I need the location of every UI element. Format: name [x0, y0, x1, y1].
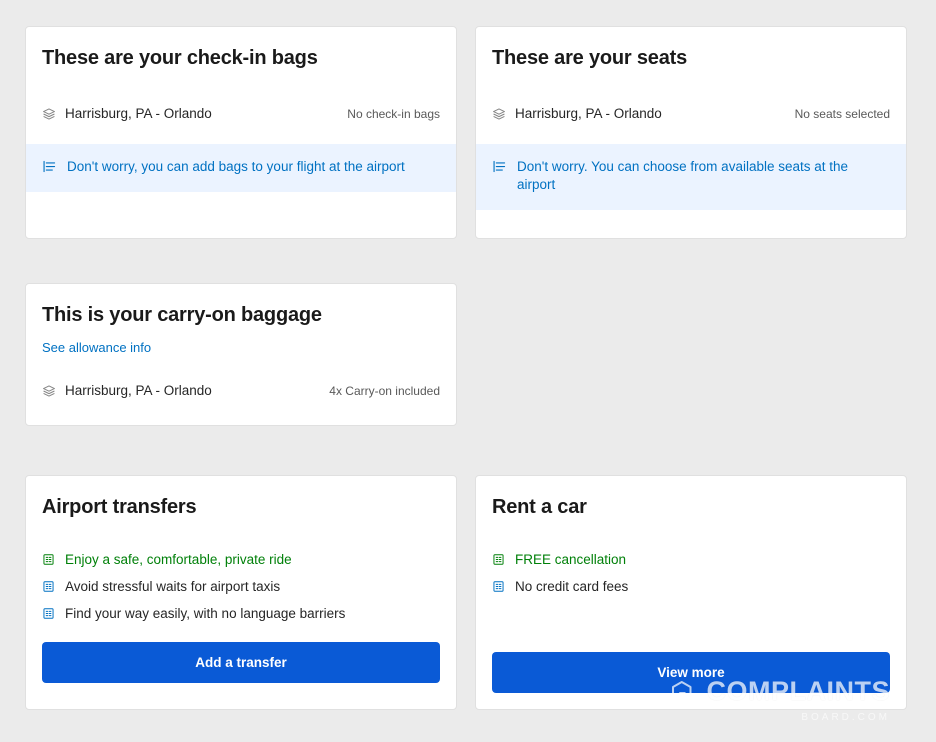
watermark-text: COMPLAINTS: [706, 676, 890, 706]
seats-card: [475, 26, 907, 239]
list-item: [492, 579, 890, 596]
rent-a-car-benefits: [476, 552, 906, 596]
seats-notice: [476, 144, 906, 210]
check-list-icon: [492, 553, 505, 566]
seats-route-row: [476, 106, 906, 121]
airport-transfers-benefits: [26, 552, 456, 623]
benefit-text: Avoid stressful waits for airport taxis: [65, 578, 281, 594]
check-in-bags-title-wrap: [26, 27, 456, 70]
carry-on-route: [42, 383, 212, 398]
add-transfer-button[interactable]: Add a transfer: [42, 642, 440, 683]
airport-transfers-card: [25, 475, 457, 710]
list-item: [42, 606, 440, 623]
check-in-bags-notice-text: Don't worry, you can add bags to your flight at the airport: [67, 159, 405, 174]
carry-on-title: This is your carry-on baggage: [42, 304, 322, 326]
seats-notice-text: Don't worry. You can choose from available seats at the airport: [517, 159, 849, 192]
benefit-text: No credit card fees: [515, 578, 629, 594]
check-list-icon: [42, 607, 55, 620]
check-list-icon: [492, 580, 505, 593]
check-in-bags-status: No check-in bags: [347, 106, 440, 121]
carry-on-status: 4x Carry-on included: [329, 383, 440, 398]
check-in-bags-notice: [26, 144, 456, 192]
watermark-subtext: BOARD.COM: [801, 712, 890, 723]
seats-route: [492, 106, 662, 121]
check-in-bags-title: These are your check-in bags: [42, 47, 318, 69]
carry-on-title-wrap: [26, 284, 456, 327]
add-transfer-button-wrap: [26, 642, 456, 683]
layers-icon: [42, 384, 56, 398]
rent-a-car-title-wrap: [476, 476, 906, 519]
airport-transfers-title-wrap: [26, 476, 456, 519]
list-item: [42, 579, 440, 596]
list-item: [492, 552, 890, 569]
benefit-text: Enjoy a safe, comfortable, private ride: [65, 552, 292, 567]
seats-status: No seats selected: [794, 106, 890, 121]
layers-icon: [492, 107, 506, 121]
view-more-button[interactable]: View more: [492, 652, 890, 693]
rent-a-car-card: [475, 475, 907, 710]
check-list-icon: [42, 553, 55, 566]
seats-title-wrap: [476, 27, 906, 70]
carry-on-route-row: [26, 383, 456, 398]
check-in-bags-card: [25, 26, 457, 239]
list-icon: [492, 159, 507, 174]
rent-a-car-title: Rent a car: [492, 496, 587, 518]
see-allowance-info-link[interactable]: See allowance info: [42, 340, 152, 355]
carry-on-allowance-wrap: [26, 339, 456, 357]
carry-on-card: [25, 283, 457, 426]
carry-on-route-label: Harrisburg, PA - Orlando: [65, 383, 212, 398]
check-in-bags-route-label: Harrisburg, PA - Orlando: [65, 106, 212, 121]
airport-transfers-title: Airport transfers: [42, 496, 197, 518]
check-in-bags-route-row: [26, 106, 456, 121]
check-in-bags-route: [42, 106, 212, 121]
seats-route-label: Harrisburg, PA - Orlando: [515, 106, 662, 121]
list-icon: [42, 159, 57, 174]
benefit-text: Find your way easily, with no language barriers: [65, 605, 346, 621]
view-more-button-wrap: [476, 652, 906, 693]
seats-title: These are your seats: [492, 47, 687, 69]
layers-icon: [42, 107, 56, 121]
benefit-text: FREE cancellation: [515, 552, 627, 567]
check-list-icon: [42, 580, 55, 593]
list-item: [42, 552, 440, 569]
